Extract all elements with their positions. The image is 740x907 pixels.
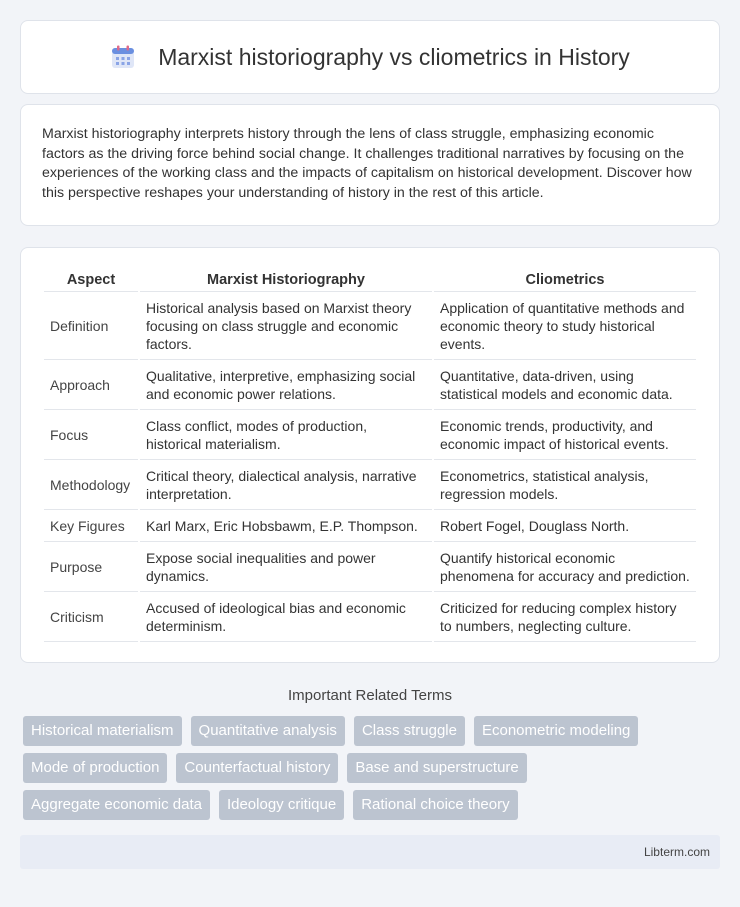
marxist-cell: Accused of ideological bias and economic determinism. — [140, 592, 432, 642]
aspect-cell: Approach — [44, 360, 138, 410]
aspect-cell: Key Figures — [44, 510, 138, 542]
footer — [20, 835, 720, 869]
table-header-row — [44, 268, 696, 292]
cliometrics-cell: Criticized for reducing complex history to numbers, neglecting culture. — [434, 592, 696, 642]
cliometrics-cell: Robert Fogel, Douglass North. — [434, 510, 696, 542]
intro-text: Marxist historiography interprets history through the lens of class struggle, emphasizing economic factors as the driving force behind social change. It challenges traditional narratives by focusing on the experiences of the working class and the impacts of capitalism on historical development. Discover how this perspective reshapes your understanding of history in the rest of this article. — [42, 126, 692, 201]
related-terms-title: Important Related Terms — [288, 687, 452, 704]
tag-aggregate-economic-data[interactable]: Aggregate economic data — [23, 790, 210, 820]
column-header-marxist: Marxist Historiography — [140, 268, 432, 292]
table-row — [44, 460, 696, 510]
tag-class-struggle[interactable]: Class struggle — [354, 716, 465, 746]
cliometrics-cell: Econometrics, statistical analysis, regression models. — [434, 460, 696, 510]
cliometrics-cell: Economic trends, productivity, and economic impact of historical events. — [434, 410, 696, 460]
cliometrics-cell: Quantify historical economic phenomena for accuracy and prediction. — [434, 542, 696, 592]
marxist-cell: Qualitative, interpretive, emphasizing social and economic power relations. — [140, 360, 432, 410]
marxist-cell: Historical analysis based on Marxist theory focusing on class struggle and economic factors. — [140, 292, 432, 360]
marxist-cell: Class conflict, modes of production, historical materialism. — [140, 410, 432, 460]
tag-historical-materialism[interactable]: Historical materialism — [23, 716, 182, 746]
related-terms-tags — [20, 716, 720, 827]
aspect-cell: Focus — [44, 410, 138, 460]
table-row — [44, 410, 696, 460]
calendar-icon — [110, 44, 136, 70]
tag-base-and-superstructure[interactable]: Base and superstructure — [347, 753, 526, 783]
tag-econometric-modeling[interactable]: Econometric modeling — [474, 716, 638, 746]
comparison-card — [20, 247, 720, 663]
page-title: Marxist historiography vs cliometrics in History — [158, 43, 630, 70]
table-row — [44, 292, 696, 360]
tag-counterfactual-history[interactable]: Counterfactual history — [176, 753, 338, 783]
tag-quantitative-analysis[interactable]: Quantitative analysis — [191, 716, 345, 746]
aspect-cell: Criticism — [44, 592, 138, 642]
footer-brand[interactable]: Libterm.com — [643, 845, 710, 859]
comparison-table — [42, 268, 698, 642]
tag-mode-of-production[interactable]: Mode of production — [23, 753, 167, 783]
intro-card — [20, 104, 720, 226]
marxist-cell: Critical theory, dialectical analysis, narrative interpretation. — [140, 460, 432, 510]
tag-rational-choice-theory[interactable]: Rational choice theory — [353, 790, 517, 820]
header-card — [20, 20, 720, 94]
marxist-cell: Expose social inequalities and power dynamics. — [140, 542, 432, 592]
column-header-cliometrics: Cliometrics — [434, 268, 696, 292]
table-row — [44, 360, 696, 410]
aspect-cell: Purpose — [44, 542, 138, 592]
cliometrics-cell: Quantitative, data-driven, using statistical models and economic data. — [434, 360, 696, 410]
column-header-aspect: Aspect — [44, 268, 138, 292]
tag-ideology-critique[interactable]: Ideology critique — [219, 790, 344, 820]
table-row — [44, 592, 696, 642]
table-row — [44, 510, 696, 542]
cliometrics-cell: Application of quantitative methods and economic theory to study historical events. — [434, 292, 696, 360]
aspect-cell: Methodology — [44, 460, 138, 510]
aspect-cell: Definition — [44, 292, 138, 360]
table-row — [44, 542, 696, 592]
marxist-cell: Karl Marx, Eric Hobsbawm, E.P. Thompson. — [140, 510, 432, 542]
